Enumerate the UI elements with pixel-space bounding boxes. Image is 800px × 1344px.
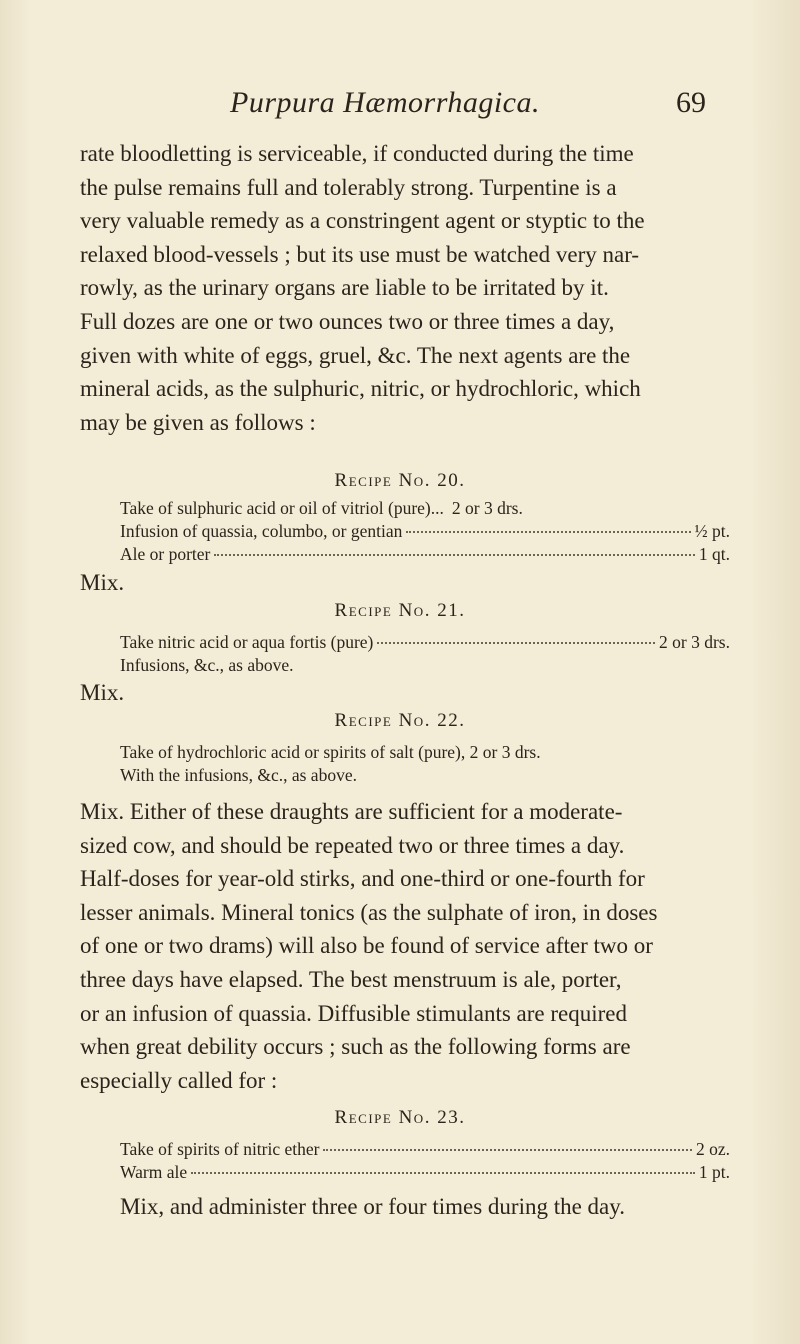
quantity: 2 or 3 drs. — [659, 632, 730, 652]
recipe-22-line-2 — [120, 764, 730, 787]
text-line: sized cow, and should be repeated two or three times a day. — [80, 832, 625, 858]
text-line: rowly, as the urinary organs are liable to be irritated by it. — [80, 275, 609, 301]
running-title: Purpura Hæmorrhagica. — [230, 86, 540, 119]
quantity: 1 qt. — [698, 544, 730, 564]
recipe-note: Infusions, &c., as above. — [120, 655, 294, 675]
quantity: 1 pt. — [698, 1162, 730, 1182]
recipe-23-line-1 — [120, 1138, 730, 1161]
text-line: mineral acids, as the sulphuric, nitric, or hydrochloric, which — [80, 376, 641, 402]
quantity: ½ pt. — [694, 521, 730, 541]
leader-dots — [377, 642, 655, 644]
text-line: the pulse remains full and tolerably strong. Turpentine is a — [80, 174, 617, 200]
page-header — [0, 86, 800, 126]
text-line: of one or two drams) will also be found of service after two or — [80, 933, 653, 959]
ingredient: Warm ale — [120, 1162, 188, 1182]
leader-dots — [214, 554, 694, 556]
recipe-22-line-1 — [120, 741, 730, 764]
recipe-20-line-2 — [120, 520, 730, 543]
page-number: 69 — [676, 86, 706, 119]
recipe-23-line-2 — [120, 1161, 730, 1184]
leader-dots — [191, 1172, 695, 1174]
recipe-21-note — [120, 654, 730, 677]
ingredient: Infusion of quassia, columbo, or gentian — [120, 521, 403, 541]
text-line: Mix. Either of these draughts are sufficient for a moderate- — [80, 799, 623, 824]
text-line: lesser animals. Mineral tonics (as the sulphate of iron, in doses — [80, 899, 658, 925]
leader-dots — [323, 1149, 691, 1151]
recipe-23-instructions: Mix, and administer three or four times during the day. — [120, 1194, 626, 1219]
text-line: three days have elapsed. The best menstruum is ale, porter, — [80, 966, 622, 992]
recipe-23-heading: Recipe No. 23. — [334, 1107, 466, 1128]
ingredient: Take of sulphuric acid or oil of vitriol (pure)... — [120, 498, 444, 518]
ingredient: Take of spirits of nitric ether — [120, 1139, 320, 1159]
page-gutter-shadow — [0, 0, 30, 1344]
text-line: relaxed blood-vessels ; but its use must be watched very nar- — [80, 241, 640, 267]
recipe-20-line-1 — [120, 497, 730, 520]
text-line: very valuable remedy as a constringent agent or styptic to the — [80, 208, 645, 234]
text-line: Half-doses for year-old stirks, and one-third or one-fourth for — [80, 866, 645, 892]
paragraph-1 — [80, 137, 754, 439]
text-line: may be given as follows : — [80, 409, 316, 435]
recipe-20-mix: Mix. — [80, 570, 125, 595]
text-line: given with white of eggs, gruel, &c. The next agents are the — [80, 342, 631, 368]
recipe-20-line-3 — [120, 543, 730, 566]
page-edge-shadow — [750, 0, 800, 1344]
text-line: especially called for : — [80, 1067, 278, 1093]
recipe-text: With the infusions, &c., as above. — [120, 765, 357, 785]
quantity: 2 or 3 drs. — [451, 498, 523, 518]
recipe-21-line-1 — [120, 631, 730, 654]
recipe-21-mix: Mix. — [80, 680, 125, 705]
text-line: or an infusion of quassia. Diffusible stimulants are required — [80, 1000, 627, 1026]
recipe-20-heading: Recipe No. 20. — [334, 470, 466, 491]
recipe-22-heading: Recipe No. 22. — [334, 710, 466, 731]
text-line: when great debility occurs ; such as the following forms are — [80, 1034, 631, 1060]
quantity: 2 oz. — [695, 1139, 730, 1159]
text-line: rate bloodletting is serviceable, if conducted during the time — [80, 141, 634, 166]
recipe-21-heading: Recipe No. 21. — [334, 600, 466, 621]
ingredient: Ale or porter — [120, 544, 211, 564]
ingredient: Take nitric acid or aqua fortis (pure) — [120, 632, 374, 652]
recipe-text: Take of hydrochloric acid or spirits of salt (pure), 2 or 3 drs. — [120, 742, 541, 762]
paragraph-2 — [80, 795, 754, 1097]
text-line: Full dozes are one or two ounces two or three times a day, — [80, 308, 615, 334]
leader-dots — [406, 531, 690, 533]
